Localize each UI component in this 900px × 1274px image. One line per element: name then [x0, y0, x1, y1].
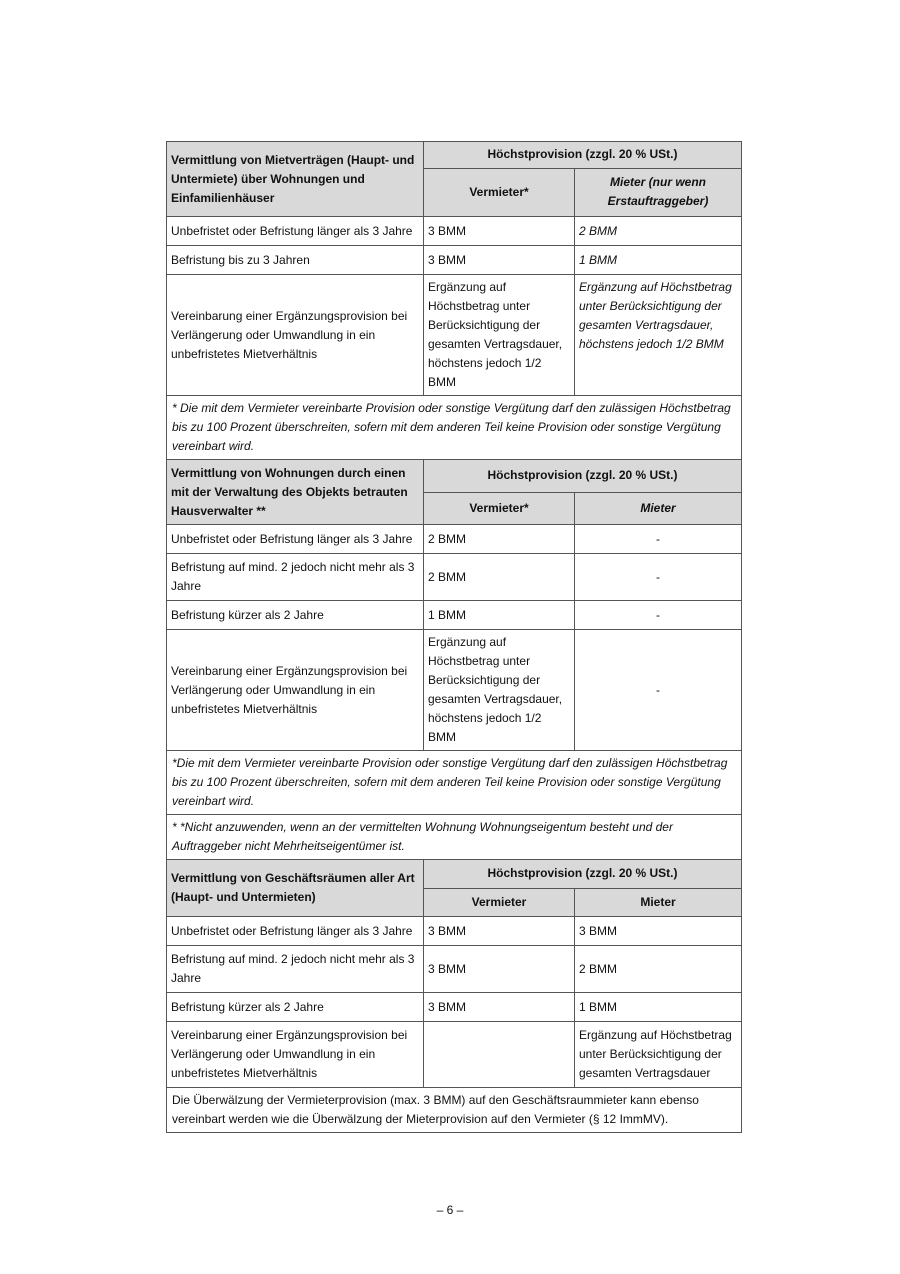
mieter-value: - [575, 554, 742, 601]
row-label: Vereinbarung einer Ergänzungsprovision bei Verlängerung oder Umwandlung in ein unbefristetes Mietverhältnis [167, 275, 424, 396]
sec2-header-row [167, 460, 742, 493]
table-row [167, 993, 742, 1022]
sec2-col-mieter: Mieter [575, 492, 742, 525]
provision-table [166, 141, 742, 1133]
table-row [167, 946, 742, 993]
vermieter-value: Ergänzung auf Höchstbetrag unter Berücksichtigung der gesamten Vertragsdauer, höchstens jedoch 1/2 BMM [424, 275, 575, 396]
vermieter-value: 1 BMM [424, 601, 575, 630]
vermieter-value: 2 BMM [424, 525, 575, 554]
row-label: Befristung kürzer als 2 Jahre [167, 601, 424, 630]
row-label: Befristung auf mind. 2 jedoch nicht mehr als 3 Jahre [167, 946, 424, 993]
sec1-title: Vermittlung von Mietverträgen (Haupt- und Untermiete) über Wohnungen und Einfamilienhäuser [167, 142, 424, 217]
vermieter-value: 3 BMM [424, 917, 575, 946]
vermieter-value [424, 1022, 575, 1088]
sec1-header-row [167, 142, 742, 169]
sec2-footnote-1: *Die mit dem Vermieter vereinbarte Provision oder sonstige Vergütung darf den zulässigen Höchstbetrag bis zu 100 Prozent überschreiten, sofern mit dem anderen Teil keine Provision oder sonstige Vergütung vereinbart wird. [167, 751, 742, 815]
mieter-value: Ergänzung auf Höchstbetrag unter Berücksichtigung der gesamten Vertragsdauer, höchstens jedoch 1/2 BMM [575, 275, 742, 396]
mieter-value: - [575, 601, 742, 630]
table-row [167, 1022, 742, 1088]
sec2-note-row [167, 751, 742, 815]
table-row [167, 601, 742, 630]
sec2-col-vermieter: Vermieter* [424, 492, 575, 525]
sec3-group-header: Höchstprovision (zzgl. 20 % USt.) [424, 860, 742, 889]
mieter-value: - [575, 630, 742, 751]
table-row [167, 246, 742, 275]
vermieter-value: 3 BMM [424, 993, 575, 1022]
sec2-footnote-2: * *Nicht anzuwenden, wenn an der vermittelten Wohnung Wohnungseigentum besteht und der Auftraggeber nicht Mehrheitseigentümer ist. [167, 815, 742, 860]
vermieter-value: 3 BMM [424, 217, 575, 246]
sec3-footer-note: Die Überwälzung der Vermieterprovision (max. 3 BMM) auf den Geschäftsraummieter kann ebenso vereinbart werden wie die Überwälzung der Mieterprovision auf den Vermieter (§ 12 ImmMV). [167, 1088, 742, 1133]
sec3-col-mieter: Mieter [575, 888, 742, 917]
row-label: Vereinbarung einer Ergänzungsprovision bei Verlängerung oder Umwandlung in ein unbefristetes Mietverhältnis [167, 630, 424, 751]
sec3-header-row [167, 860, 742, 889]
vermieter-value: 2 BMM [424, 554, 575, 601]
row-label: Unbefristet oder Befristung länger als 3 Jahre [167, 917, 424, 946]
row-label: Befristung bis zu 3 Jahren [167, 246, 424, 275]
sec1-col-mieter: Mieter (nur wenn Erstauftraggeber) [575, 168, 742, 216]
mieter-value: 2 BMM [575, 217, 742, 246]
mieter-value: - [575, 525, 742, 554]
table-row [167, 275, 742, 396]
mieter-value: 1 BMM [575, 246, 742, 275]
page-number: – 6 – [436, 1203, 464, 1217]
table-row [167, 917, 742, 946]
sec2-note-row [167, 815, 742, 860]
vermieter-value: 3 BMM [424, 246, 575, 275]
row-label: Vereinbarung einer Ergänzungsprovision bei Verlängerung oder Umwandlung in ein unbefristetes Mietverhältnis [167, 1022, 424, 1088]
table-row [167, 217, 742, 246]
sec1-note-row [167, 396, 742, 460]
mieter-value: 2 BMM [575, 946, 742, 993]
row-label: Unbefristet oder Befristung länger als 3 Jahre [167, 525, 424, 554]
table-row [167, 554, 742, 601]
sec1-group-header: Höchstprovision (zzgl. 20 % USt.) [424, 142, 742, 169]
sec3-footer-row [167, 1088, 742, 1133]
sec2-title: Vermittlung von Wohnungen durch einen mit der Verwaltung des Objekts betrauten Hausverwalter ** [167, 460, 424, 525]
sec1-footnote: * Die mit dem Vermieter vereinbarte Provision oder sonstige Vergütung darf den zulässigen Höchstbetrag bis zu 100 Prozent überschreiten, sofern mit dem anderen Teil keine Provision oder sonstige Vergütung vereinbart wird. [167, 396, 742, 460]
mieter-value: 3 BMM [575, 917, 742, 946]
mieter-value: Ergänzung auf Höchstbetrag unter Berücksichtigung der gesamten Vertragsdauer [575, 1022, 742, 1088]
table-row [167, 525, 742, 554]
mieter-value: 1 BMM [575, 993, 742, 1022]
table-row [167, 630, 742, 751]
vermieter-value: Ergänzung auf Höchstbetrag unter Berücksichtigung der gesamten Vertragsdauer, höchstens jedoch 1/2 BMM [424, 630, 575, 751]
sec1-col-vermieter: Vermieter* [424, 168, 575, 216]
sec3-title: Vermittlung von Geschäftsräumen aller Art (Haupt- und Untermieten) [167, 860, 424, 917]
sec3-col-vermieter: Vermieter [424, 888, 575, 917]
row-label: Befristung auf mind. 2 jedoch nicht mehr als 3 Jahre [167, 554, 424, 601]
row-label: Befristung kürzer als 2 Jahre [167, 993, 424, 1022]
row-label: Unbefristet oder Befristung länger als 3 Jahre [167, 217, 424, 246]
vermieter-value: 3 BMM [424, 946, 575, 993]
sec2-group-header: Höchstprovision (zzgl. 20 % USt.) [424, 460, 742, 493]
